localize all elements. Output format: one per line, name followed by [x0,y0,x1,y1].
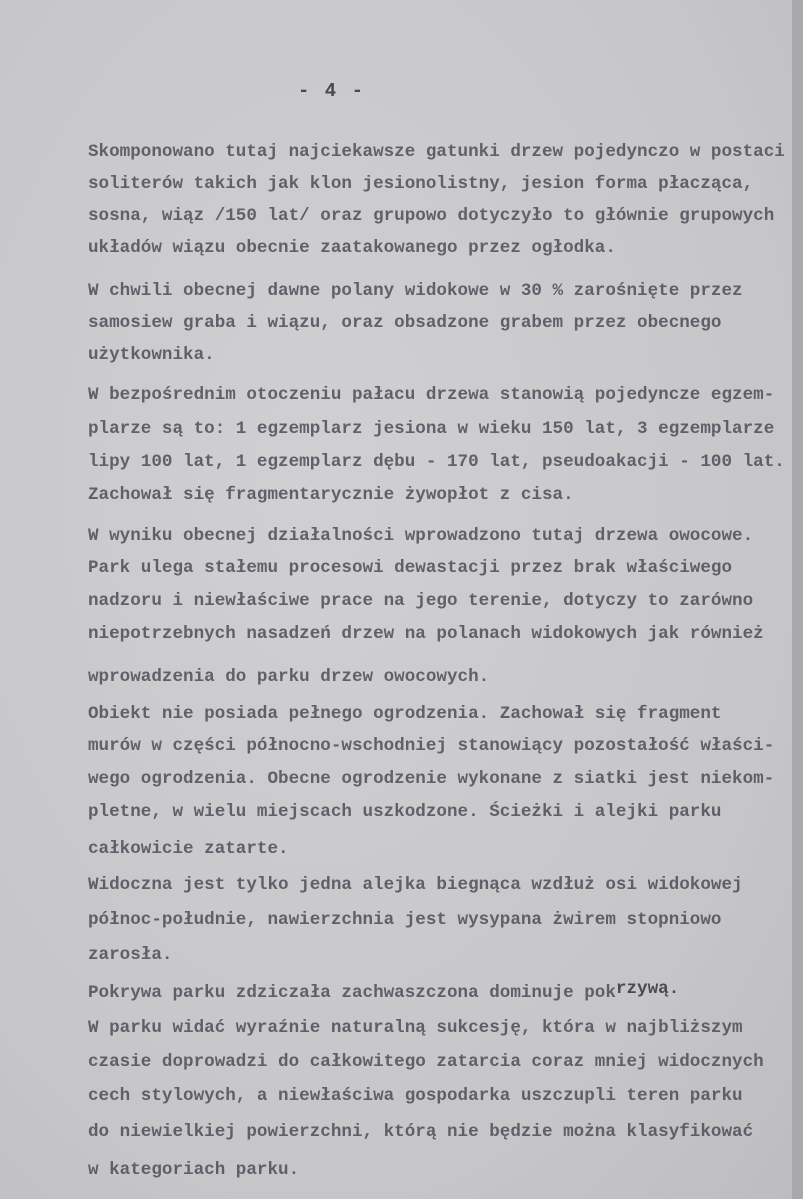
text-line-content: W wyniku obecnej działalności wprowadzono tutaj drzewa owocowe. [88,526,754,546]
text-line [88,624,764,644]
text-line-content: wprowadzenia do parku drzew owocowych. [88,667,490,687]
text-line-content: Pokrywa parku zdziczała zachwaszczona dominuje pok [88,983,616,1003]
text-line-content: układów wiązu obecnie zaatakowanego przez ogłodka. [88,238,616,258]
text-line-content: północ-południe, nawierzchnia jest wysypana żwirem stopniowo [88,910,722,930]
text-line-content: soliterów takich jak klon jesionolistny, jesion forma płacząca, [88,174,754,194]
text-line-content: całkowicie zatarte. [88,839,289,859]
text-line [88,591,753,611]
text-line [88,704,721,724]
text-line-content: W chwili obecnej dawne polany widokowe w 30 % zarośnięte przez [88,281,743,301]
text-line [88,802,721,822]
text-line [88,206,774,226]
typed-correction: rzywą. [615,979,680,999]
text-line [88,1018,743,1038]
text-line [88,979,680,1003]
text-line-content: pletne, w wielu miejscach uszkodzone. Ścieżki i alejki parku [88,802,722,822]
text-line-content: Zachował się fragmentarycznie żywopłot z cisa. [88,485,574,505]
text-line [88,667,489,687]
text-line [88,526,753,546]
text-line [88,769,774,789]
text-line [88,345,215,365]
text-line-content: czasie doprowadzi do całkowitego zatarcia coraz mniej widocznych [88,1052,764,1072]
text-line-content: sosna, wiąz /150 lat/ oraz grupowo dotyczyło to głównie grupowych [88,206,775,226]
text-line-content: niepotrzebnych nasadzeń drzew na polanach widokowych jak również [88,624,764,644]
text-line-content: użytkownika. [88,345,215,365]
text-line [88,485,574,505]
text-line-content: Obiekt nie posiada pełnego ogrodzenia. Zachował się fragment [88,704,722,724]
text-line [88,238,616,258]
text-line [88,875,743,895]
text-line-content: Widoczna jest tylko jedna alejka biegnąca wzdłuż osi widokowej [88,875,743,895]
text-line [88,558,732,578]
text-line-content: samosiew graba i wiązu, oraz obsadzone grabem przez obecnego [88,313,722,333]
text-line-content: plarze są to: 1 egzemplarz jesiona w wieku 150 lat, 3 egzemplarze [88,419,775,439]
text-line [88,1122,753,1142]
text-line [88,281,743,301]
text-line-content: W parku widać wyraźnie naturalną sukcesję, która w najbliższym [88,1018,743,1038]
text-line [88,839,289,859]
text-line [88,1086,743,1106]
text-line [88,1160,299,1180]
text-line [88,1052,764,1072]
text-line [88,945,172,965]
text-line-content: murów w części północno-wschodniej stanowiący pozostałość właści- [88,736,775,756]
text-line [88,419,774,439]
text-line [88,736,774,756]
text-line [88,385,774,405]
text-line [88,313,721,333]
text-line-content: nadzoru i niewłaściwe prace na jego terenie, dotyczy to zarówno [88,591,754,611]
text-line-content: zarosła. [88,945,173,965]
text-line [88,910,721,930]
scan-edge [792,0,803,1199]
page-number: - 4 - [298,80,366,102]
text-line-content: do niewielkiej powierzchni, którą nie będzie można klasyfikować [88,1122,754,1142]
text-line [88,142,785,162]
text-line-content: lipy 100 lat, 1 egzemplarz dębu - 170 lat, pseudoakacji - 100 lat. [88,452,785,472]
text-line-content: w kategoriach parku. [88,1160,300,1180]
text-line-content: W bezpośrednim otoczeniu pałacu drzewa stanowią pojedyncze egzem- [88,385,775,405]
text-line [88,174,753,194]
text-line-content: Skomponowano tutaj najciekawsze gatunki drzew pojedynczo w postaci [88,142,785,162]
text-line-content: cech stylowych, a niewłaściwa gospodarka uszczupli teren parku [88,1086,743,1106]
text-line-content: Park ulega stałemu procesowi dewastacji przez brak właściwego [88,558,733,578]
text-line-content: wego ogrodzenia. Obecne ogrodzenie wykonane z siatki jest niekom- [88,769,775,789]
text-line [88,452,785,472]
